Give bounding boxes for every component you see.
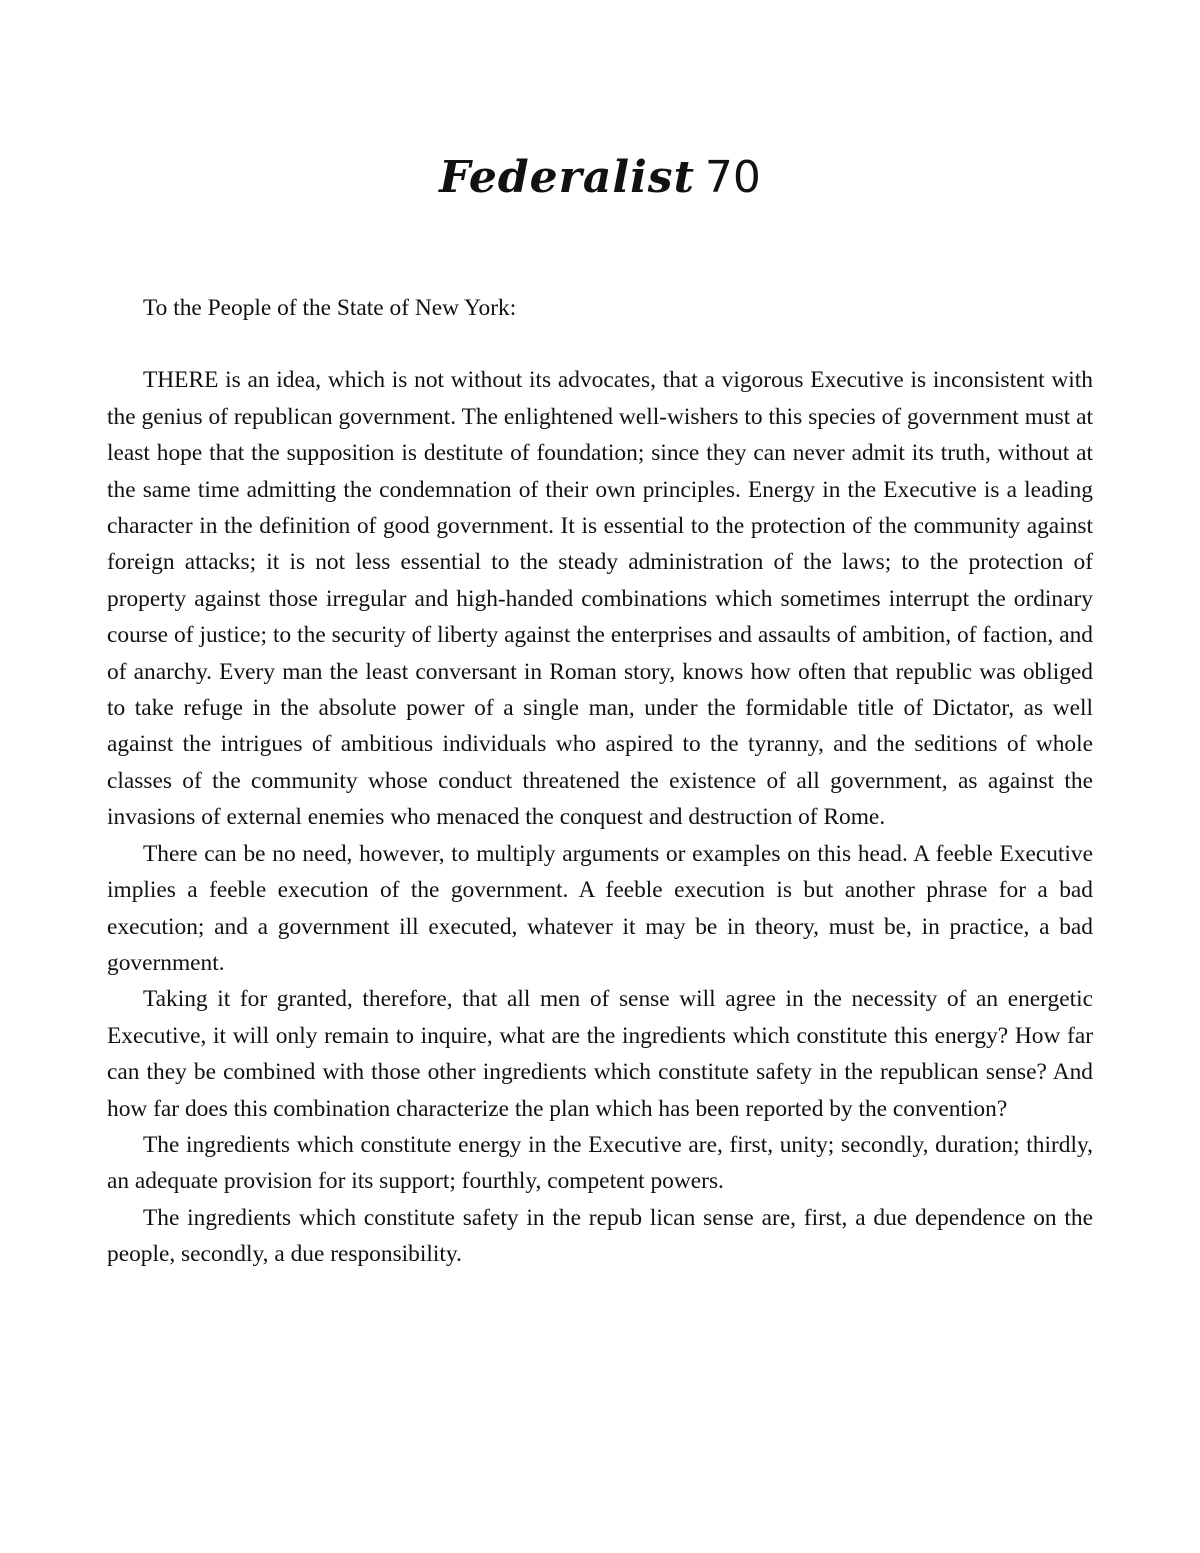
document-title [0,148,1200,208]
paragraph-3: Taking it for granted, therefore, that all men of sense will agree in the necessity of an energetic Executive, it will only remain to inquire, what are the ingredients which constitute this energy? How far can they be combined with those other ingredients which constitute safety in the republican sense? And how far does this combination characterize the plan which has been reported by the convention? [107,986,1093,1122]
paragraph-1: THERE is an idea, which is not without its advocates, that a vigorous Executive is inconsistent with the genius of republican government. The enlightened well-wishers to this species of government must at least hope that the supposition is destitute of foundation; since they can never admit its truth, without at the same time admitting the condemnation of their own principles. Energy in the Executive is a leading character in the definition of good government. It is essential to the protection of the community against foreign attacks; it is not less essential to the steady administration of the laws; to the protection of property against those irregular and high-handed combinations which sometimes interrupt the ordinary course of justice; to the security of liberty against the enterprises and assaults of ambition, of faction, and of anarchy. Every man the least conversant in Roman story, knows how often that republic was obliged to take refuge in the absolute power of a single man, under the formidable title of Dictator, as well against the intrigues of ambitious individuals who aspired to the tyranny, and the seditions of whole classes of the community whose conduct threatened the existence of all government, as against the invasions of external enemies who menaced the conquest and destruction of Rome. [107,367,1093,831]
paragraph-2: There can be no need, however, to multiply arguments or examples on this head. A feeble Executive implies a feeble execution of the government. A feeble execution is but another phrase for a bad execution; and a government ill executed, whatever it may be in theory, must be, in practice, a bad government. [107,840,1093,976]
paragraph-5: The ingredients which constitute safety in the repub lican sense are, first, a due dependence on the people, secondly, a due responsibility. [107,1204,1093,1268]
paragraph-4: The ingredients which constitute energy in the Executive are, first, unity; secondly, duration; thirdly, an adequate provision for its support; fourthly, competent powers. [107,1131,1093,1195]
salutation: To the People of the State of New York: [143,295,517,321]
title-word: Federalist [439,152,695,203]
title-number: 70 [704,152,761,203]
document-body [107,290,1093,1273]
